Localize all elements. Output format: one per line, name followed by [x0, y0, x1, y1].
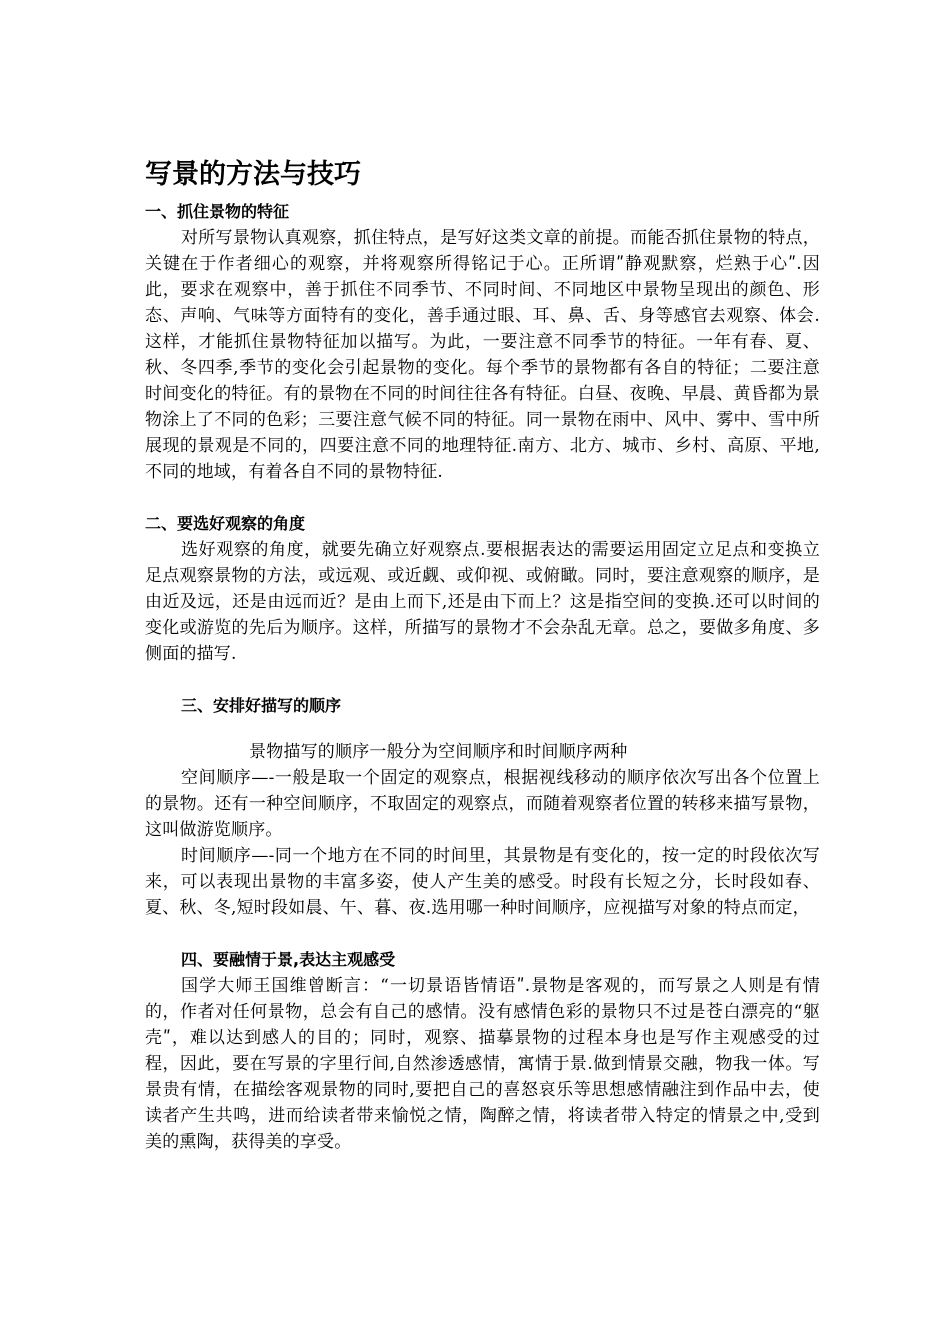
document-title: 写景的方法与技巧 — [145, 159, 361, 190]
section-paragraph: 空间顺序—-一般是取一个固定的观察点，根据视线移动的顺序依次写出各个位置上的景物。还有一种空间顺序，不取固定的观察点，而随着观察者位置的转移来描写景物，这叫做游览顺序。 — [145, 768, 820, 840]
spacer — [145, 921, 820, 947]
document-page — [145, 155, 820, 1155]
spacer — [145, 667, 820, 693]
spacer — [145, 719, 820, 739]
section-paragraph: 时间顺序—-同一个地方在不同的时间里，其景物是有变化的，按一定的时段依次写来，可以表现出景物的丰富多姿，使人产生美的感受。时段有长短之分，长时段如春、夏、秋、冬,短时段如晨、午、暮、夜.选用哪一种时间顺序，应视描写对象的特点而定， — [145, 846, 820, 918]
section-angle — [145, 511, 820, 667]
section-paragraph: 国学大师王国维曾断言：“一切景语皆情语ʺ.景物是客观的，而写景之人则是有情的，作者对任何景物，总会有自己的感情。没有感情色彩的景物只不过是苍白漂亮的“躯壳ʺ，难以达到感人的目的；同时，观察、描摹景物的过程本身也是写作主观感受的过程，因此，要在写景的字里行间,自然渗透感情，寓情于景.做到情景交融，物我一体。写景贵有情，在描绘客观景物的同时,要把自己的喜怒哀乐等思想感情融注到作品中去，使读者产生共鸣，进而给读者带来愉悦之情，陶醉之情，将读者带入特定的情景之中,受到美的熏陶，获得美的享受。 — [145, 976, 820, 1152]
section-heading: 一、抓住景物的特征 — [145, 202, 290, 221]
section-paragraph: 对所写景物认真观察，抓住特点，是写好这类文章的前提。而能否抓住景物的特点，关键在于作者细心的观察，并将观察所得铭记于心。正所谓ʺ静观默察，烂熟于心ʺ.因此，要求在观察中，善于抓住不同季节、不同时间、不同地区中景物呈现出的颜色、形态、声响、气味等方面特有的变化，善手通过眼、耳、鼻、舌、身等感官去观察、体会.这样，才能抓住景物特征加以描写。为此，一要注意不同季节的特征。一年有春、夏、秋、冬四季,季节的变化会引起景物的变化。每个季节的景物都有各自的特征；二要注意时间变化的特征。有的景物在不同的时间往往各有特征。白昼、夜晚、早晨、黄昏都为景物涂上了不同的色彩；三要注意气候不同的特征。同一景物在雨中、风中、雾中、雪中所展现的景观是不同的，四要注意不同的地理特征.南方、北方、城市、乡村、高原、平地,不同的地域，有着各自不同的景物特征. — [145, 228, 820, 482]
section-intro: 景物描写的顺序一般分为空间顺序和时间顺序两种 — [249, 742, 628, 762]
section-paragraph: 选好观察的角度，就要先确立好观察点.要根据表达的需要运用固定立足点和变换立足点观察景物的方法，或远观、或近觑、或仰视、或俯瞰。同时，要注意观察的顺序，是由近及远，还是由远而近？是由上而下,还是由下而上？这是指空间的变换.还可以时间的变化或游览的先后为顺序。这样，所描写的景物才不会杂乱无章。总之，要做多角度、多侧面的描写. — [145, 540, 820, 664]
section-order — [145, 693, 820, 921]
section-heading: 三、安排好描写的顺序 — [181, 696, 342, 715]
section-heading: 四、要融情于景,表达主观感受 — [181, 950, 396, 969]
section-features — [145, 199, 820, 485]
spacer — [145, 485, 820, 511]
section-heading: 二、要选好观察的角度 — [145, 514, 306, 533]
section-emotion — [145, 947, 820, 1155]
